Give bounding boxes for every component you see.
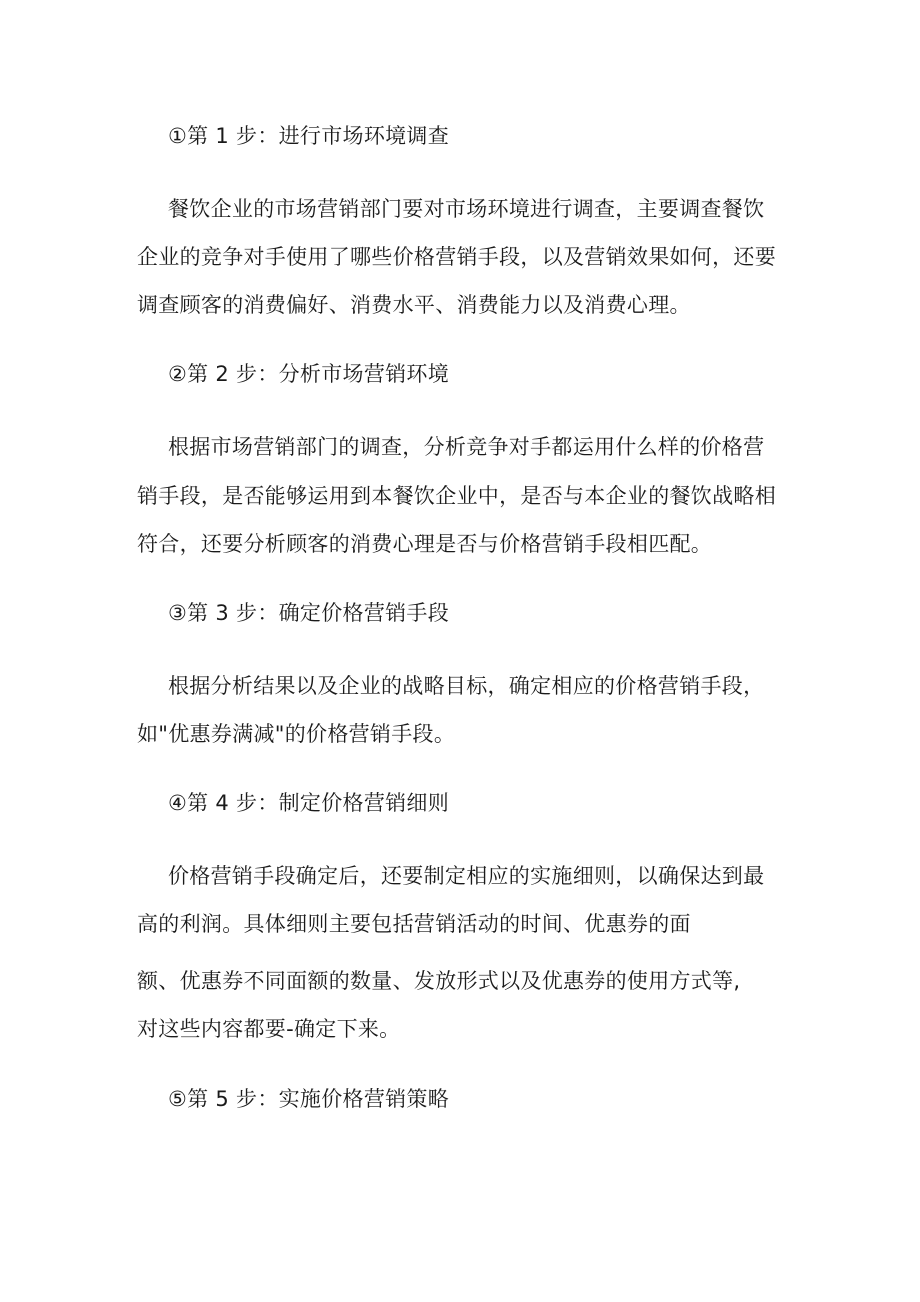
step-2-paragraph-line: 销手段，是否能够运用到本餐饮企业中，是否与本企业的餐饮战略相 [137, 484, 776, 508]
step-1-paragraph-line: 企业的竞争对手使用了哪些价格营销手段，以及营销效果如何，还要 [137, 245, 776, 269]
step-2-paragraph-line: 根据市场营销部门的调查，分析竞争对手都运用什么样的价格营 [168, 435, 765, 459]
step-4-heading: ④第 4 步：制定价格营销细则 [168, 791, 450, 815]
step-3-paragraph-line: 根据分析结果以及企业的战略目标，确定相应的价格营销手段， [168, 674, 765, 698]
step-2-heading: ②第 2 步：分析市场营销环境 [168, 362, 450, 386]
step-2-paragraph-line: 符合，还要分析顾客的消费心理是否与价格营销手段相匹配。 [137, 532, 713, 556]
step-3-heading: ③第 3 步：确定价格营销手段 [168, 601, 450, 625]
step-4-paragraph-line: 对这些内容都要-确定下来。 [137, 1017, 401, 1041]
step-4-paragraph-line: 高的利润。具体细则主要包括营销活动的时间、优惠券的面 [137, 912, 691, 936]
step-1-heading: ①第 1 步：进行市场环境调查 [168, 124, 450, 148]
step-1-paragraph-line: 餐饮企业的市场营销部门要对市场环境进行调查，主要调查餐饮 [168, 197, 765, 221]
step-4-paragraph-line: 额、优惠券不同面额的数量、发放形式以及优惠券的使用方式等, [137, 969, 741, 993]
step-1-paragraph-line: 调查顾客的消费偏好、消费水平、消费能力以及消费心理。 [137, 293, 691, 317]
step-3-paragraph-line: 如"优惠券满减"的价格营销手段。 [137, 722, 456, 746]
step-4-paragraph-line: 价格营销手段确定后，还要制定相应的实施细则，以确保达到最 [168, 864, 765, 888]
step-5-heading: ⑤第 5 步：实施价格营销策略 [168, 1087, 450, 1111]
